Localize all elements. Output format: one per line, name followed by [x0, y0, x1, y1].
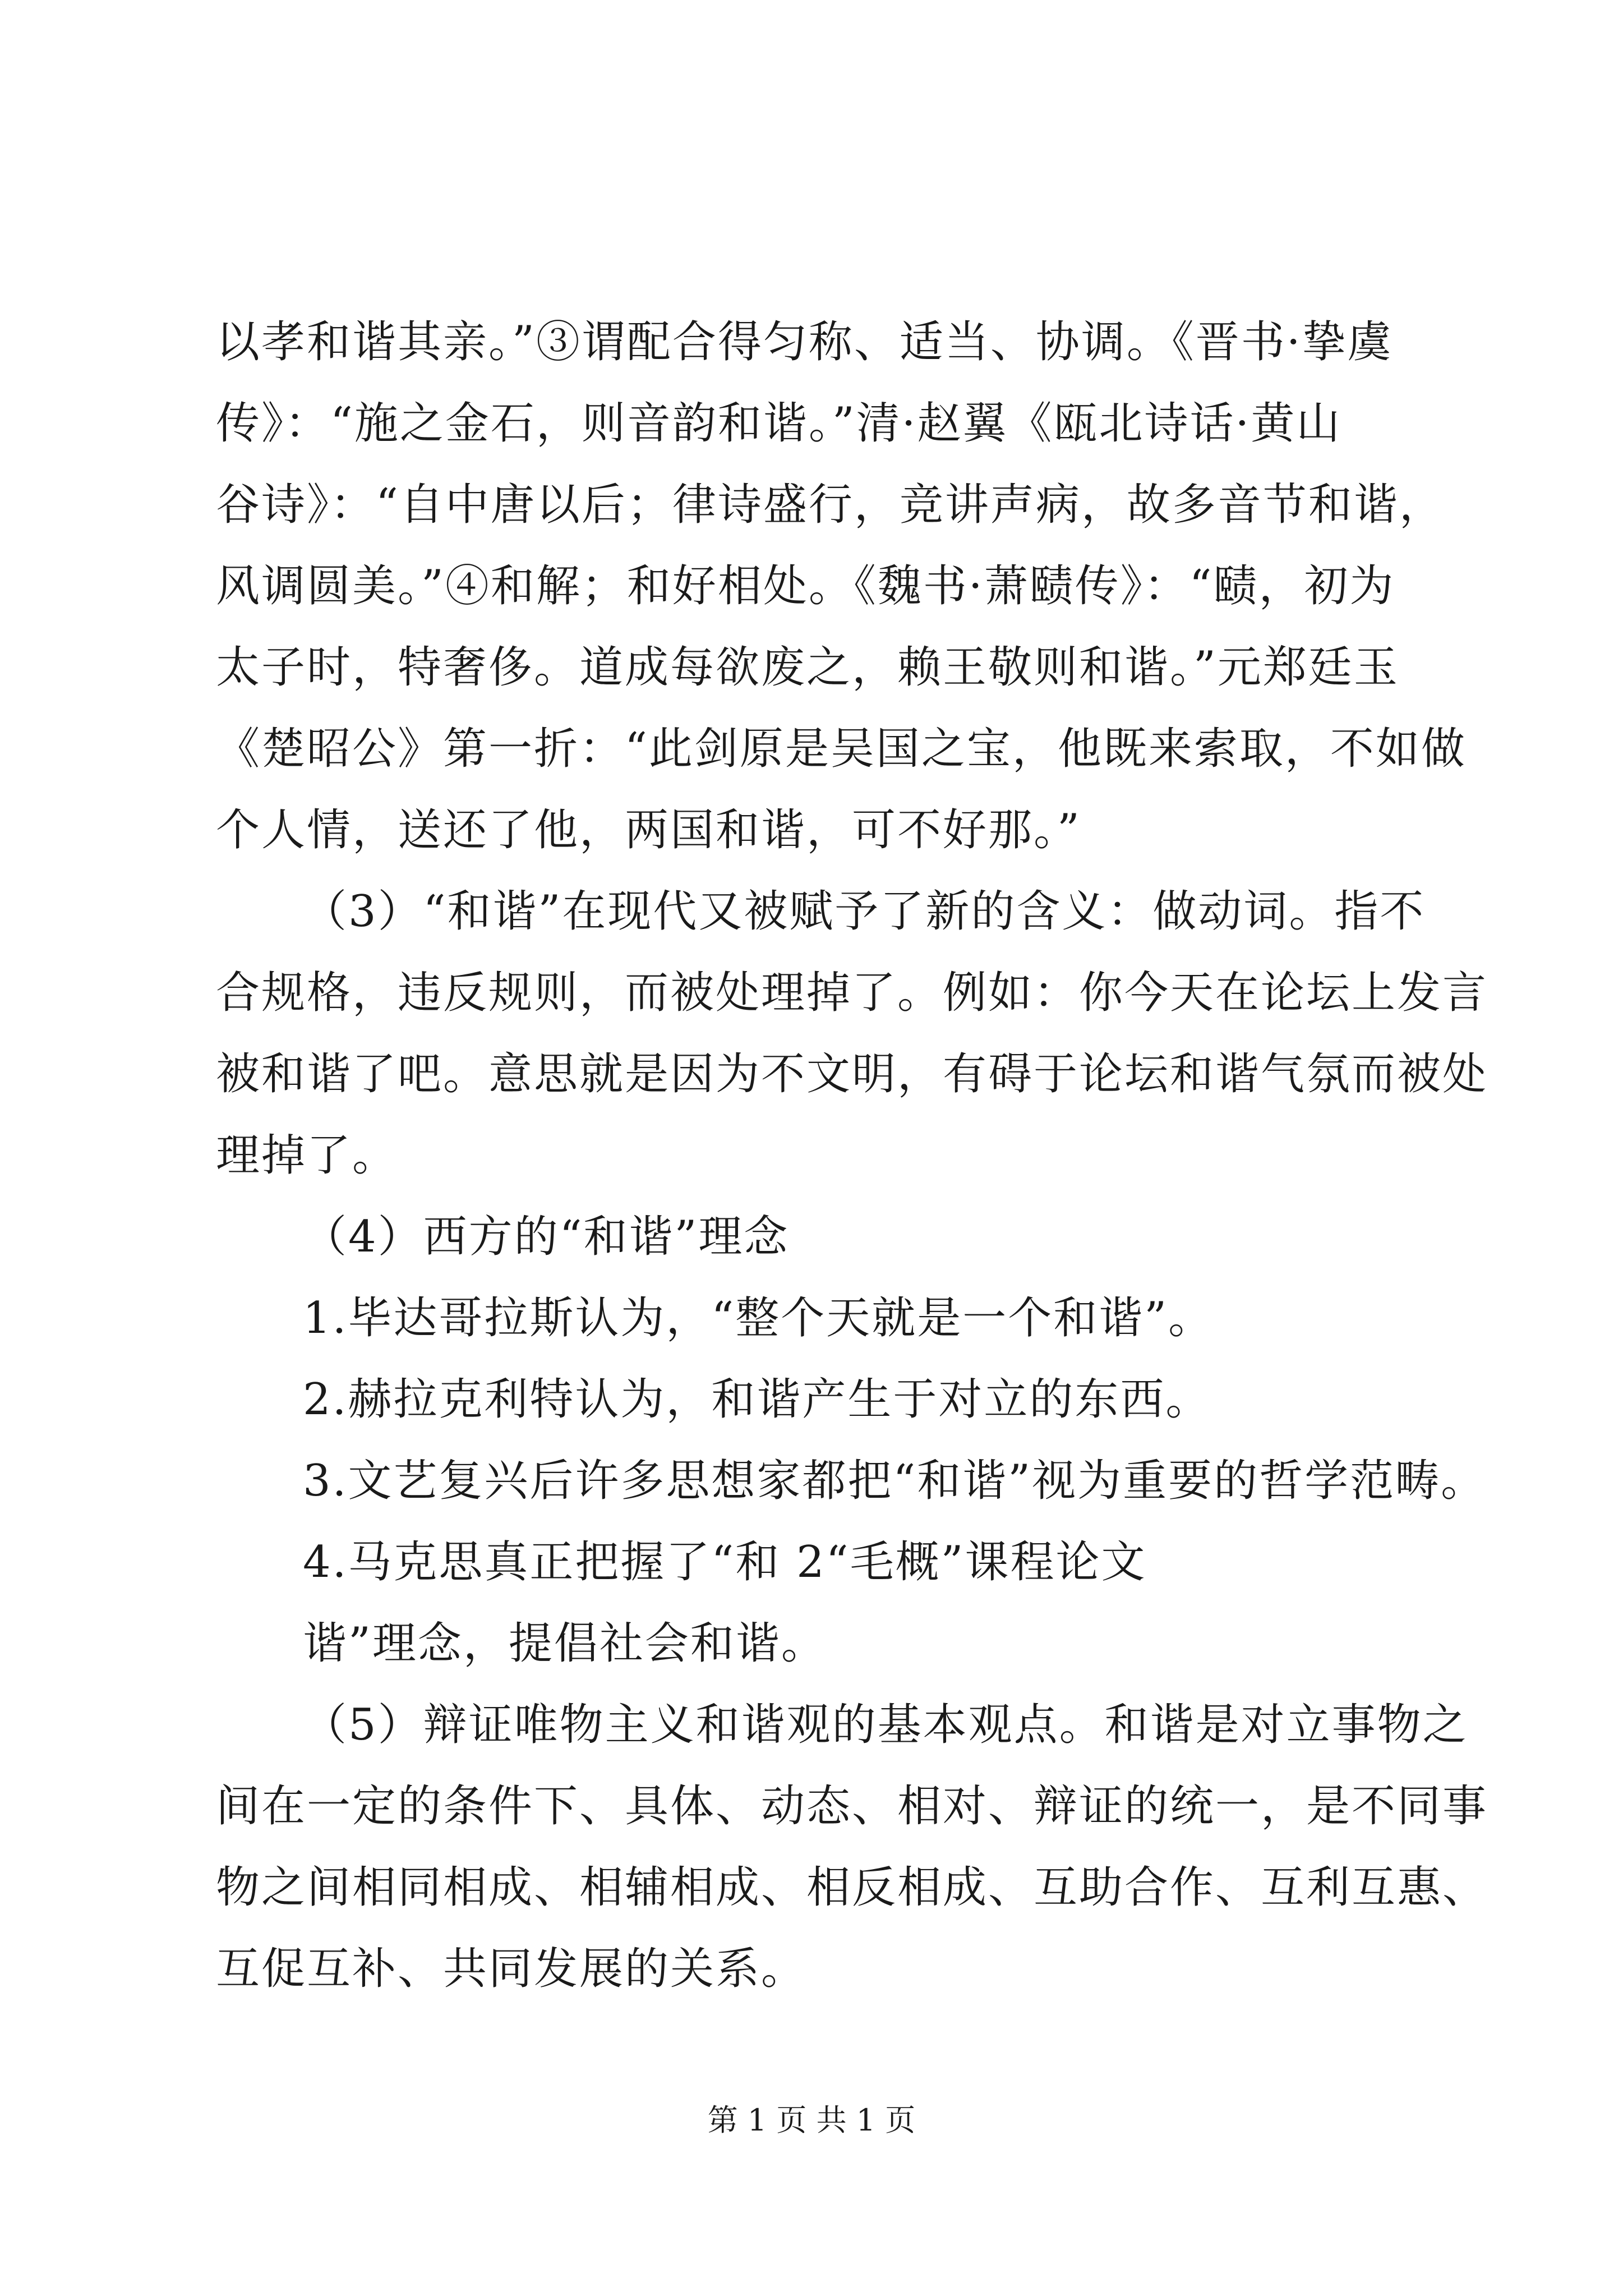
text-line-1: 以孝和谐其亲。”③谓配合得匀称、适当、协调。《晋书·挚虞 [216, 317, 1393, 367]
paragraph-5-line-3: 物之间相同相成、相辅相成、相反相成、互助合作、互利互惠、 [216, 1862, 1488, 1913]
paragraph-3-line-4: 理掉了。 [216, 1130, 398, 1181]
text-line-2: 传》：“施之金石，则音韵和谐。”清·赵翼《瓯北诗话·黄山 [216, 398, 1342, 449]
list-item-4: 4.马克思真正把握了“和 2“毛概”课程论文 [303, 1537, 1147, 1588]
paragraph-5-line-2: 间在一定的条件下、具体、动态、相对、辩证的统一，是不同事 [216, 1781, 1488, 1832]
list-item-1: 1.毕达哥拉斯认为，“整个天就是一个和谐”。 [303, 1293, 1214, 1343]
text-line-6: 《楚昭公》第一折：“此剑原是吴国之宝，他既来索取，不如做 [216, 724, 1467, 774]
list-item-4-continued: 谐”理念，提倡社会和谐。 [303, 1618, 827, 1669]
section-4-heading: （4）西方的“和谐”理念 [303, 1212, 790, 1262]
paragraph-3-line-2: 合规格，违反规则，而被处理掉了。例如：你今天在论坛上发言 [216, 968, 1488, 1018]
paragraph-3-line-3: 被和谐了吧。意思就是因为不文明，有碍于论坛和谐气氛而被处 [216, 1049, 1488, 1099]
text-line-5: 太子时，特奢侈。道成每欲废之，赖王敬则和谐。”元郑廷玉 [216, 642, 1399, 693]
list-item-3: 3.文艺复兴后许多思想家都把“和谐”视为重要的哲学范畴。 [303, 1456, 1487, 1506]
paragraph-5-line-4: 互促互补、共同发展的关系。 [216, 1944, 807, 1994]
text-line-4: 风调圆美。”④和解；和好相处。《魏书·萧赜传》：“赜，初为 [216, 561, 1395, 611]
text-line-3: 谷诗》：“自中唐以后；律诗盛行，竞讲声病，故多音节和谐， [216, 480, 1445, 530]
text-line-7: 个人情，送还了他，两国和谐，可不好那。” [216, 805, 1081, 855]
paragraph-3-line-1: （3）“和谐”在现代又被赋予了新的含义：做动词。指不 [303, 886, 1426, 937]
page-footer: 第 1 页 共 1 页 [707, 2102, 916, 2138]
list-item-2: 2.赫拉克利特认为，和谐产生于对立的东西。 [303, 1374, 1211, 1425]
paragraph-5-line-1: （5）辩证唯物主义和谐观的基本观点。和谐是对立事物之 [303, 1700, 1468, 1750]
